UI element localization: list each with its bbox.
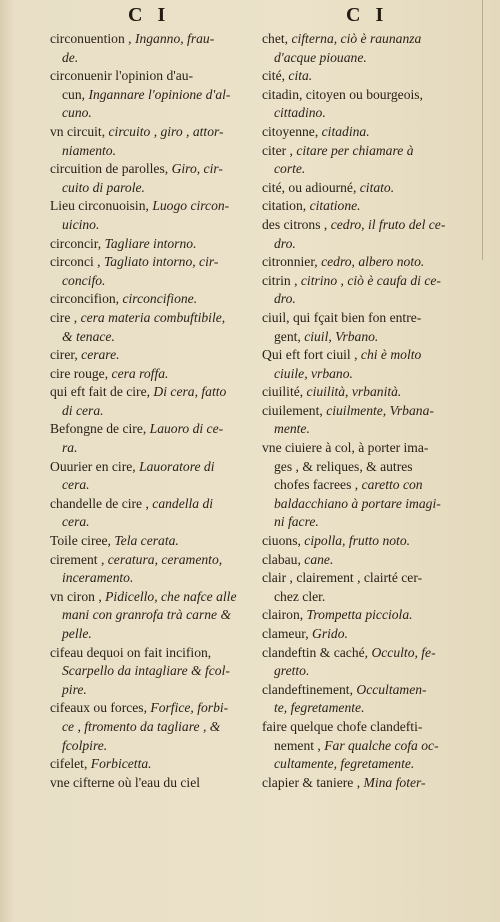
italian-translation: cane. (304, 551, 334, 567)
entry-line (262, 755, 482, 774)
entry-line (50, 365, 256, 384)
italian-translation: citadina. (321, 123, 370, 139)
italian-translation: Pidicello, che nafce alle (105, 588, 237, 604)
italian-translation: te, fegretamente. (274, 700, 365, 716)
french-headword: citrin , (262, 272, 301, 288)
italian-translation: circuito , giro , attor- (108, 123, 224, 139)
italian-translation: Mina foter- (363, 774, 426, 790)
entry-line (50, 495, 256, 514)
italian-translation: Trompetta picciola. (306, 607, 413, 623)
entry-line (262, 606, 482, 625)
entry-line (262, 179, 482, 198)
entry-line (50, 551, 256, 570)
running-head-left: C I (128, 4, 171, 26)
dictionary-entry (262, 551, 482, 570)
italian-translation: Scarpello da intagliare & fcol- (62, 663, 230, 679)
french-headword: faire quelque chofe clandefti- (262, 718, 423, 734)
dictionary-entry (50, 160, 256, 197)
italian-translation: ciuilmente, Vrbana- (326, 402, 434, 418)
italian-translation: Lauoratore di (139, 458, 215, 474)
dictionary-entry (50, 644, 256, 700)
entry-line (262, 495, 482, 514)
entry-line (50, 774, 256, 793)
entry-line (262, 216, 482, 235)
italian-translation: citare per chiamare à (296, 142, 414, 158)
french-headword: qui eft fait de cire, (50, 384, 154, 400)
italian-translation: cuno. (62, 105, 92, 121)
french-headword: cité, (262, 68, 289, 84)
french-headword: citer , (262, 142, 297, 158)
entry-line (262, 272, 482, 291)
italian-translation: cittadino. (274, 105, 326, 121)
french-headword: circoncifion, (50, 291, 123, 307)
italian-translation: ftromento da tagliare , & (84, 718, 221, 734)
running-head-right: C I (346, 4, 389, 26)
italian-translation: Lauoro di ce- (149, 421, 224, 437)
entry-line (50, 309, 256, 328)
entry-line (262, 662, 482, 681)
dictionary-entry (262, 86, 482, 123)
dictionary-entry (50, 290, 256, 309)
entry-line (262, 290, 482, 309)
entry-line (50, 513, 256, 532)
french-headword: Ouurier en cire, (50, 458, 140, 474)
italian-translation: di cera. (62, 402, 104, 418)
italian-translation: cera. (62, 477, 90, 493)
italian-translation: concifo. (62, 272, 106, 288)
entry-line (262, 104, 482, 123)
italian-translation: chi è molto (360, 347, 422, 363)
dictionary-entry (262, 309, 482, 346)
entry-line (262, 644, 482, 663)
french-headword: ciuons, (262, 533, 305, 549)
italian-translation: ce , (62, 718, 85, 734)
italian-translation: circoncifione. (122, 291, 198, 307)
entry-line (262, 197, 482, 216)
italian-translation: cultamente, fegretamente. (274, 756, 415, 772)
italian-translation: uicino. (62, 216, 100, 232)
dictionary-entry (50, 755, 256, 774)
dictionary-entry (50, 495, 256, 532)
dictionary-entry (262, 197, 482, 216)
entry-line (262, 774, 482, 793)
entry-line (50, 179, 256, 198)
italian-translation: gretto. (274, 663, 310, 679)
entry-line (50, 662, 256, 681)
dictionary-entry (262, 532, 482, 551)
italian-translation: cera. (62, 514, 90, 530)
french-headword: des citrons , (262, 216, 331, 232)
dictionary-entry (262, 142, 482, 179)
entry-line (262, 346, 482, 365)
french-headword: Lieu circonuoisin, (50, 198, 153, 214)
french-headword: cité, ou adiourné, (262, 179, 360, 195)
italian-translation: Far qualche cofa oc- (324, 737, 439, 753)
french-headword: Qui eft fort ciuil , (262, 347, 361, 363)
dictionary-column-right (262, 30, 482, 792)
dictionary-entry (50, 197, 256, 234)
french-headword: gent, (274, 328, 305, 344)
dictionary-entry (50, 458, 256, 495)
entry-line (50, 235, 256, 254)
entry-line (50, 104, 256, 123)
italian-translation: Tagliare intorno. (104, 235, 197, 251)
entry-line (50, 699, 256, 718)
dictionary-entry (262, 569, 482, 606)
italian-translation: Tela cerata. (114, 533, 179, 549)
italian-translation: Grido. (312, 626, 348, 641)
italian-translation: fcolpire. (62, 737, 108, 753)
entry-line (262, 551, 482, 570)
entry-line (262, 699, 482, 718)
french-headword: vne ciuiere à col, à porter ima- (262, 440, 429, 456)
french-headword: circonuenir l'opinion d'au- (50, 68, 194, 84)
entry-line (262, 253, 482, 272)
dictionary-entry (262, 272, 482, 309)
entry-line (262, 420, 482, 439)
dictionary-entry (262, 606, 482, 625)
entry-line (262, 365, 482, 384)
entry-line (50, 216, 256, 235)
italian-translation: dro. (274, 291, 296, 307)
entry-line (262, 142, 482, 161)
italian-translation: caretto con (361, 477, 423, 493)
entry-line (50, 67, 256, 86)
dictionary-entry (50, 309, 256, 346)
french-headword: chandelle de cire , (50, 495, 153, 511)
dictionary-entry (262, 644, 482, 681)
entry-line (50, 681, 256, 700)
entry-line (262, 439, 482, 458)
dictionary-entry (262, 439, 482, 532)
dictionary-entry (262, 681, 482, 718)
french-headword: vn ciron , (50, 588, 106, 604)
french-headword: citoyenne, (262, 123, 322, 139)
italian-translation: citrino , ciò è caufa di ce- (300, 272, 441, 288)
french-headword: clandeftin & caché, (262, 644, 372, 660)
dictionary-entry (50, 67, 256, 123)
entry-line (50, 439, 256, 458)
italian-translation: cera roffa. (111, 365, 169, 381)
entry-line (50, 253, 256, 272)
entry-line (262, 458, 482, 477)
dictionary-entry (262, 383, 482, 402)
italian-translation: Forfice, forbi- (150, 700, 229, 716)
entry-line (50, 328, 256, 347)
dictionary-entry (50, 346, 256, 365)
entry-line (50, 402, 256, 421)
italian-translation: pelle. (62, 626, 92, 641)
entry-line (50, 476, 256, 495)
dictionary-entry (50, 253, 256, 290)
dictionary-entry (262, 774, 482, 793)
entry-line (50, 383, 256, 402)
italian-translation: cedro, il fruto del ce- (330, 216, 446, 232)
french-headword: clameur, (262, 626, 313, 641)
entry-line (262, 383, 482, 402)
italian-translation: ceratura, ceramento, (107, 551, 223, 567)
italian-translation: Di cera, fatto (153, 384, 227, 400)
french-headword: citation, (262, 198, 310, 214)
dictionary-entry (262, 179, 482, 198)
italian-translation: cerare. (81, 347, 120, 363)
italian-translation: candella di (152, 495, 214, 511)
french-headword: circoncir, (50, 235, 105, 251)
french-headword: chofes facrees , (274, 477, 362, 493)
dictionary-entry (50, 551, 256, 588)
italian-translation: ra. (62, 440, 78, 456)
french-headword: ciuilité, (262, 384, 307, 400)
french-headword: clandeftinement, (262, 681, 357, 697)
italian-translation: citа. (288, 68, 313, 84)
french-headword: cirement , (50, 551, 108, 567)
french-headword: clabau, (262, 551, 305, 567)
dictionary-entry (50, 365, 256, 384)
entry-line (50, 458, 256, 477)
entry-line (262, 67, 482, 86)
entry-line (262, 30, 482, 49)
italian-translation: Tagliato intorno, cir- (103, 254, 219, 270)
entry-line (50, 49, 256, 68)
italian-translation: ciuile, vrbano. (274, 365, 353, 381)
entry-line (50, 569, 256, 588)
dictionary-entry (262, 402, 482, 439)
italian-translation: Occulto, fe- (371, 644, 436, 660)
italian-translation: corte. (274, 161, 306, 177)
french-headword: cifeaux ou forces, (50, 700, 151, 716)
dictionary-entry (50, 699, 256, 755)
dictionary-entry (262, 346, 482, 383)
entry-line (50, 588, 256, 607)
entry-line (50, 30, 256, 49)
entry-line (262, 123, 482, 142)
dictionary-entry (262, 123, 482, 142)
french-headword: circonuention , (50, 31, 135, 46)
entry-line (262, 160, 482, 179)
french-headword: citronnier, (262, 254, 322, 270)
italian-translation: Occultamen- (356, 681, 427, 697)
french-headword: chez cler. (274, 588, 326, 604)
dictionary-entry (50, 420, 256, 457)
italian-translation: cedro, albero noto. (321, 254, 425, 270)
french-headword: vne cifterne où l'eau du ciel (50, 774, 201, 790)
entry-line (262, 718, 482, 737)
entry-line (50, 86, 256, 105)
entry-line (50, 737, 256, 756)
dictionary-entry (262, 253, 482, 272)
entry-line (262, 476, 482, 495)
dictionary-entry (50, 123, 256, 160)
italian-translation: dro. (274, 235, 296, 251)
dictionary-entry (50, 532, 256, 551)
entry-line (262, 737, 482, 756)
entry-line (262, 588, 482, 607)
french-headword: chet, (262, 31, 292, 46)
french-headword: ciuilement, (262, 402, 327, 418)
italian-translation: citato. (359, 179, 395, 195)
french-headword: ciuil, qui fçait bien fon entre- (262, 309, 422, 325)
italian-translation: cifterna, ciò è raunanza (291, 31, 422, 46)
italian-translation: cuito di parole. (62, 179, 145, 195)
dictionary-entry (50, 588, 256, 644)
italian-translation: Forbicetta. (90, 756, 152, 772)
dictionary-entry (262, 625, 482, 644)
italian-translation: Luogo circon- (152, 198, 230, 214)
french-headword: cifeau dequoi on fait incifion, (50, 644, 212, 660)
italian-translation: Giro, cir- (171, 161, 223, 177)
entry-line (50, 755, 256, 774)
french-headword: nement , (274, 737, 325, 753)
italian-translation: citatione. (309, 198, 361, 214)
italian-translation: cera materia combuftibile, (80, 309, 226, 325)
italian-translation: niamento. (62, 142, 116, 158)
entry-line (262, 569, 482, 588)
entry-line (50, 420, 256, 439)
italian-translation: Inganno, frau- (134, 31, 215, 46)
page-edge-line (482, 0, 483, 260)
italian-translation: cipolla, frutto noto. (304, 533, 411, 549)
french-headword: Toile ciree, (50, 533, 115, 549)
italian-translation: inceramento. (62, 570, 134, 586)
entry-line (262, 309, 482, 328)
french-headword: clapier & taniere , (262, 774, 364, 790)
italian-translation: ciuil, Vrbano. (304, 328, 379, 344)
entry-line (50, 197, 256, 216)
entry-line (262, 402, 482, 421)
french-headword: citadin, citoyen ou bourgeois, (262, 86, 423, 102)
dictionary-column-left (50, 30, 256, 792)
entry-line (50, 123, 256, 142)
entry-line (262, 625, 482, 644)
french-headword: ges , & reliques, & autres (274, 458, 413, 474)
dictionary-entry (262, 216, 482, 253)
dictionary-entry (262, 718, 482, 774)
entry-line (262, 328, 482, 347)
italian-translation: ni facre. (274, 514, 319, 530)
french-headword: cifelet, (50, 756, 91, 772)
entry-line (50, 272, 256, 291)
italian-translation: & tenace. (62, 328, 115, 344)
entry-line (262, 532, 482, 551)
dictionary-entry (262, 67, 482, 86)
entry-line (262, 235, 482, 254)
italian-translation: baldacchiano à portare imagi- (274, 495, 441, 511)
french-headword: cire , (50, 309, 81, 325)
dictionary-entry (50, 235, 256, 254)
dictionary-entry (50, 774, 256, 793)
italian-translation: mente. (274, 421, 310, 437)
entry-line (50, 644, 256, 663)
french-headword: Befongne de cire, (50, 421, 150, 437)
french-headword: clair , clairement , clairté cer- (262, 570, 423, 586)
entry-line (262, 49, 482, 68)
french-headword: cirer, (50, 347, 82, 363)
italian-translation: ciuilità, vrbanità. (306, 384, 402, 400)
dictionary-entry (50, 30, 256, 67)
dictionary-entry (50, 383, 256, 420)
entry-line (50, 532, 256, 551)
french-headword: circonci , (50, 254, 104, 270)
entry-line (50, 718, 256, 737)
entry-line (262, 86, 482, 105)
italian-translation: pire. (62, 681, 87, 697)
entry-line (262, 681, 482, 700)
entry-line (50, 606, 256, 625)
entry-line (50, 142, 256, 161)
french-headword: cun, (62, 86, 89, 102)
italian-translation: de. (62, 49, 79, 65)
italian-translation: mani con granrofa trà carne & (62, 607, 232, 623)
italian-translation: Ingannare l'opinione d'al- (88, 86, 231, 102)
french-headword: circuition de parolles, (50, 161, 172, 177)
french-headword: vn circuit, (50, 123, 109, 139)
italian-translation: d'acque piouane. (274, 49, 367, 65)
french-headword: clairon, (262, 607, 307, 623)
dictionary-entry (262, 30, 482, 67)
entry-line (50, 290, 256, 309)
entry-line (50, 346, 256, 365)
entry-line (50, 625, 256, 644)
french-headword: cire rouge, (50, 365, 112, 381)
entry-line (262, 513, 482, 532)
entry-line (50, 160, 256, 179)
